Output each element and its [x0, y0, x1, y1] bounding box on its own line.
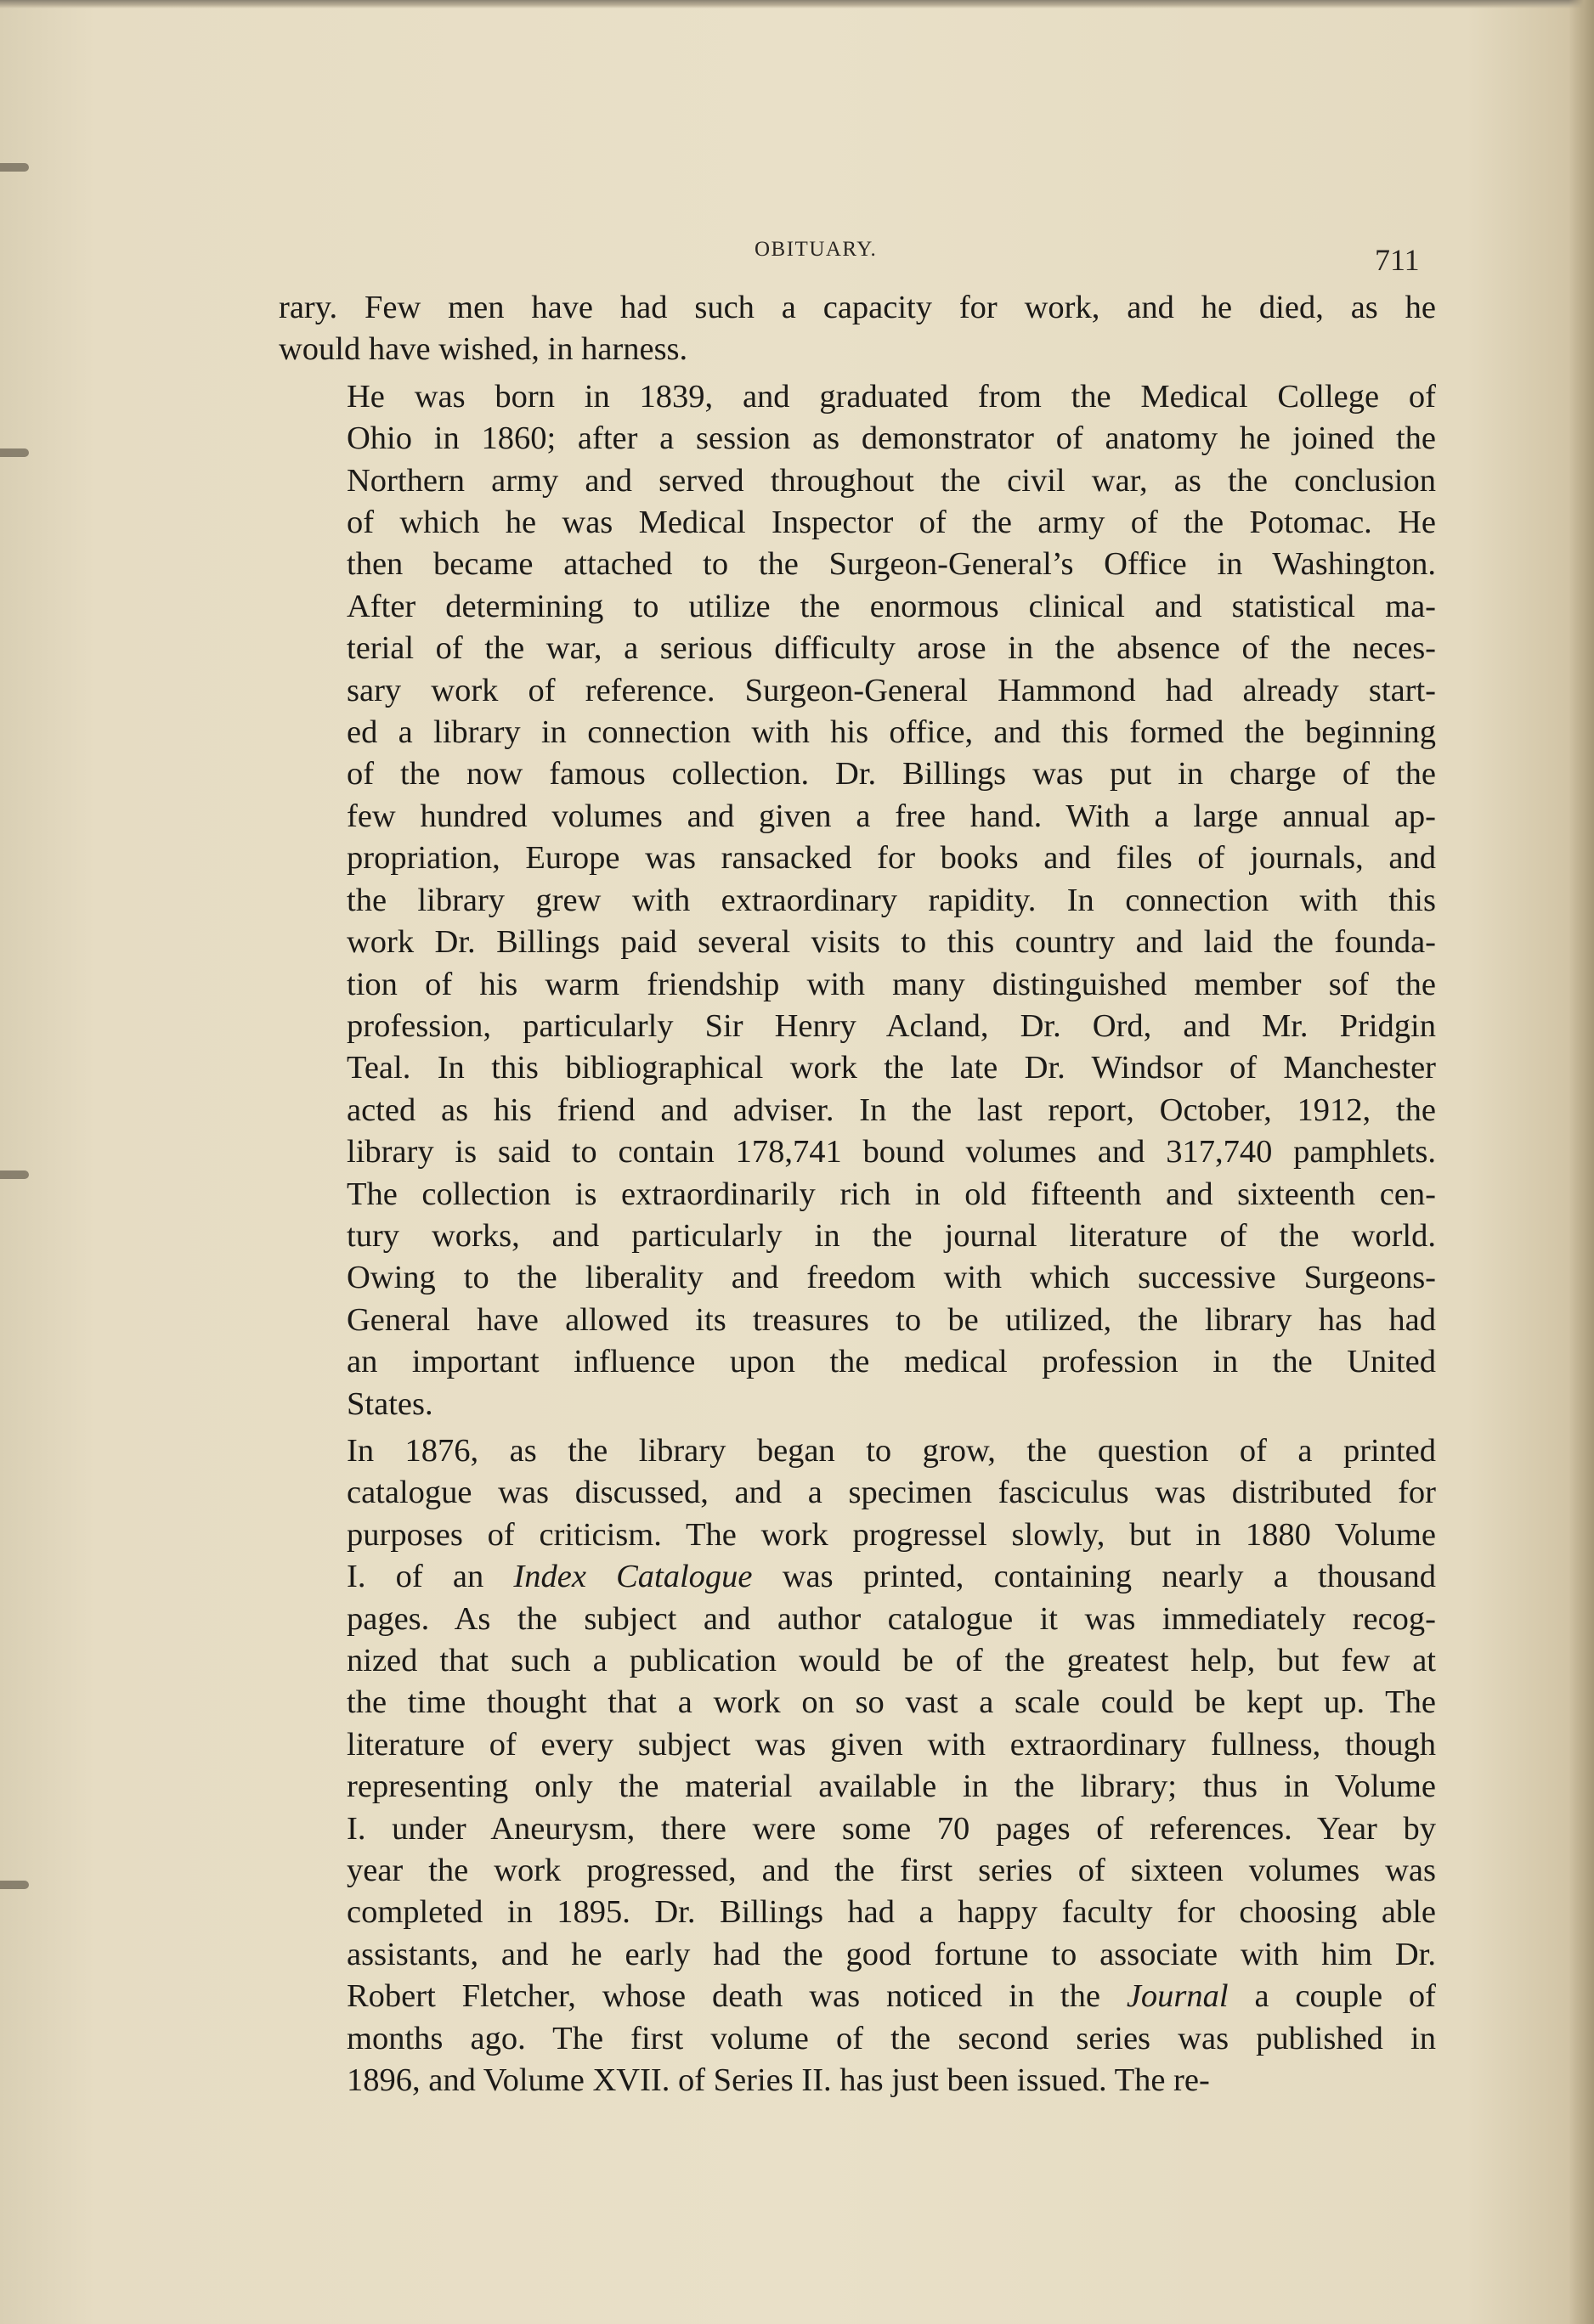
text-line: sary work of reference. Surgeon-General Hammond had already start-: [347, 672, 1436, 708]
text-line: the time thought that a work on so vast a scale could be kept up. The: [347, 1684, 1436, 1721]
paragraph: [279, 287, 1436, 371]
text-line: acted as his friend and adviser. In the last report, October, 1912, the: [347, 1091, 1436, 1128]
text-line: months ago. The first volume of the second series was published in: [347, 2020, 1436, 2056]
text-line: propriation, Europe was ransacked for books and files of journals, and: [347, 840, 1436, 877]
text-line: the library grew with extraordinary rapidity. In connection with this: [347, 882, 1436, 918]
text-line: tury works, and particularly in the journal literature of the world.: [347, 1217, 1436, 1254]
page-gutter-shadow: [1569, 0, 1594, 2324]
page-top-edge: [0, 0, 1594, 8]
binding-mark: [0, 1170, 29, 1179]
text-line: I. of an Index Catalogue was printed, containing nearly a thousand: [347, 1559, 1436, 1595]
text-line: Teal. In this bibliographical work the late Dr. Windsor of Manchester: [347, 1050, 1436, 1086]
text-line: catalogue was discussed, and a specimen fasciculus was distributed for: [347, 1475, 1436, 1511]
text-line: literature of every subject was given with extraordinary fullness, though: [347, 1726, 1436, 1763]
text-line: Owing to the liberality and freedom with which successive Surgeons-: [347, 1260, 1436, 1296]
text-line: rary. Few men have had such a capacity for work, and he died, as he: [279, 290, 1436, 325]
text-line: of which he was Medical Inspector of the army of the Potomac. He: [347, 505, 1436, 541]
text-line: In 1876, as the library began to grow, the question of a printed: [347, 1432, 1436, 1469]
text-line: of the now famous collection. Dr. Billings was put in charge of the: [347, 756, 1436, 793]
text-line: completed in 1895. Dr. Billings had a happy faculty for choosing able: [347, 1894, 1436, 1931]
text-line: General have allowed its treasures to be utilized, the library has had: [347, 1301, 1436, 1338]
running-head: OBITUARY.: [755, 238, 878, 261]
text-line: terial of the war, a serious difficulty arose in the absence of the neces-: [347, 630, 1436, 667]
text-line: After determining to utilize the enormous clinical and statistical ma-: [347, 588, 1436, 624]
text-line: nized that such a publication would be of the greatest help, but few at: [347, 1643, 1436, 1678]
text-line: purposes of criticism. The work progressel slowly, but in 1880 Volume: [347, 1516, 1436, 1553]
page-number: 711: [1375, 243, 1420, 277]
paragraph: [279, 376, 1436, 1425]
article-body: [279, 287, 1436, 2101]
binding-mark: [0, 163, 29, 172]
text-line: Robert Fletcher, whose death was noticed in the Journal a couple of: [347, 1978, 1436, 2015]
text-line: then became attached to the Surgeon-General’s Office in Washington.: [347, 546, 1436, 583]
text-line: assistants, and he early had the good fortune to associate with him Dr.: [347, 1936, 1436, 1972]
text-line: few hundred volumes and given a free hand. With a large annual ap-: [347, 798, 1436, 834]
text-line: I. under Aneurysm, there were some 70 pages of references. Year by: [347, 1810, 1436, 1847]
text-line: 1896, and Volume XVII. of Series II. has just been issued. The re-: [347, 2062, 1210, 2099]
text-line: representing only the material available in the library; thus in Volume: [347, 1768, 1436, 1805]
text-line: Ohio in 1860; after a session as demonstrator of anatomy he joined the: [347, 420, 1436, 457]
text-line: Northern army and served throughout the civil war, as the conclusion: [347, 462, 1436, 499]
text-line: year the work progressed, and the first series of sixteen volumes was: [347, 1853, 1436, 1889]
text-line: States.: [347, 1385, 433, 1422]
text-line: would have wished, in harness.: [279, 331, 688, 368]
text-line: The collection is extraordinarily rich in old fifteenth and sixteenth cen-: [347, 1176, 1436, 1212]
text-line: tion of his warm friendship with many distinguished member sof the: [347, 966, 1436, 1002]
text-line: He was born in 1839, and graduated from the Medical College of: [347, 378, 1436, 415]
text-line: pages. As the subject and author catalogue it was immediately recog-: [347, 1600, 1436, 1637]
text-line: ed a library in connection with his office, and this formed the beginning: [347, 714, 1436, 751]
text-line: an important influence upon the medical profession in the United: [347, 1344, 1436, 1380]
paragraph: [279, 1430, 1436, 2102]
text-line: work Dr. Billings paid several visits to this country and laid the founda-: [347, 924, 1436, 961]
text-line: profession, particularly Sir Henry Acland, Dr. Ord, and Mr. Pridgin: [347, 1007, 1436, 1044]
text-line: library is said to contain 178,741 bound volumes and 317,740 pamphlets.: [347, 1134, 1436, 1170]
binding-mark: [0, 448, 29, 457]
binding-mark: [0, 1881, 29, 1889]
